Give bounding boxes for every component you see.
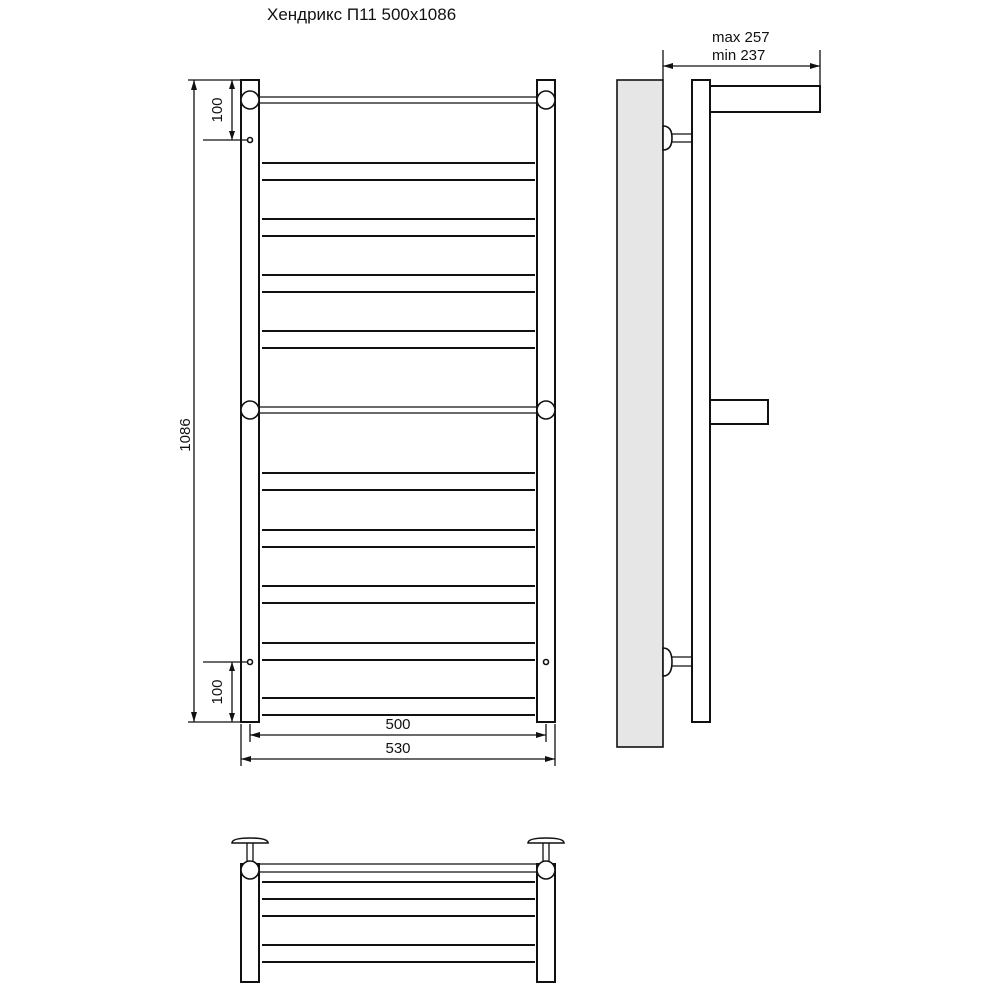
side-view [617, 29, 820, 747]
upper-wall-bracket [663, 126, 692, 150]
height-dimension [177, 80, 248, 722]
lower-wall-bracket [663, 648, 692, 676]
left-wall-mount [232, 838, 268, 864]
wall [617, 80, 663, 747]
inner-width-label: 500 [385, 716, 411, 733]
drawing-title: Хендрикс П11 500х1086 [267, 5, 457, 24]
inner-width-dimension [250, 716, 546, 742]
middle-rail [710, 400, 768, 424]
bottom-offset-label: 100 [209, 679, 226, 705]
depth-min-label: min 237 [712, 47, 766, 64]
mount-hole [544, 660, 549, 665]
top-offset-label: 100 [209, 97, 226, 123]
mount-hole [248, 138, 253, 143]
top-view [232, 838, 564, 982]
top-view-flat-bars [262, 882, 535, 962]
height-label: 1086 [177, 418, 194, 452]
top-view-right-post [537, 864, 555, 982]
depth-max-label: max 257 [712, 29, 770, 46]
outer-width-label: 530 [385, 740, 411, 757]
depth-dimension [663, 29, 820, 86]
top-round-bar [241, 91, 555, 109]
top-view-left-post [241, 864, 259, 982]
mount-hole [248, 660, 253, 665]
right-wall-mount [528, 838, 564, 864]
top-view-round-bar [241, 861, 555, 879]
front-view [177, 80, 555, 766]
flat-bars [262, 163, 535, 715]
middle-round-bar [241, 401, 555, 419]
top-shelf [710, 86, 820, 112]
side-post [692, 80, 710, 722]
